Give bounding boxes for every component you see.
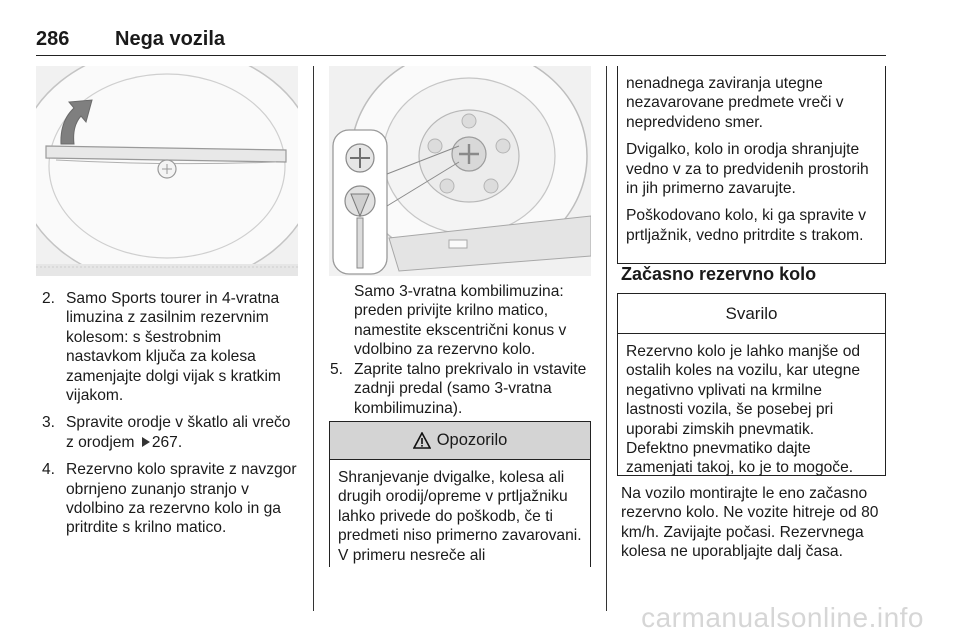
step-number: 2. (42, 290, 56, 307)
watermark: carmanualsonline.info (641, 602, 924, 633)
step-number: 3. (42, 414, 56, 432)
step-number: 4. (42, 461, 56, 479)
figure-floor-cover (36, 66, 298, 276)
page-reference-link[interactable]: 267. (151, 433, 183, 451)
warning-text: Shranjevanje dvigalke, kolesa ali drugih orodij/opreme v prtljažniku lahko privede do poškodb, če ti predmeti niso primerno zavarovani. V primeru nesreče ali (338, 469, 582, 564)
warning-paragraph: Dvigalko, kolo in orodja shranjujte vedno v za to predvidenih prostorih in jih primerno zavarujte. (626, 141, 869, 198)
page-number: 286 (36, 28, 70, 50)
warning-box (329, 421, 591, 567)
warning-title: Opozorilo (436, 431, 508, 449)
list-item (42, 413, 300, 452)
section-heading: Začasno rezervno kolo (621, 264, 817, 284)
column-divider (313, 66, 314, 611)
warning-paragraph: nenadnega zaviranja utegne nezavarovane predmete vreči v nepredvideno smer. (626, 75, 844, 131)
caution-text: Rezervno kolo je lahko manjše od ostalih koles na vozilu, kar utegne negativno vplivati na krmilne lastnosti vozila, še posebej pri uporabi zimskih pnevmatik. Defektno pnevmatiko dajte zamenjati takoj, ko je to mogoče. (626, 343, 861, 477)
column-divider (606, 66, 607, 611)
step-text: Zaprite talno prekrivalo in vstavite zadnji predal (samo 3-vratna kombilimuzina). (354, 361, 587, 417)
warning-header (330, 422, 590, 460)
floor-cover-illustration (36, 66, 298, 276)
step-text: Samo Sports tourer in 4-vratna limuzina z zasilnim rezervnim kolesom: s šestrobnim nastavkom ključa za kolesa zamenjajte dolgi vijak s kratkim vijakom. (66, 290, 281, 405)
list-item (330, 360, 594, 418)
caution-box (617, 293, 886, 476)
page-title: Nega vozila (115, 28, 226, 50)
caution-header: Svarilo (618, 294, 885, 334)
steps-list (42, 289, 300, 546)
list-item (42, 460, 300, 538)
section-paragraph: Na vozilo montirajte le eno začasno rezervno kolo. Ne vozite hitreje od 80 km/h. Zavijajte počasi. Rezervnega kolesa ne uporabljajte dalj časa. (621, 485, 879, 561)
spare-wheel-illustration (329, 66, 591, 276)
step-number: 5. (330, 361, 344, 378)
steps-list-middle (330, 360, 594, 426)
step-continuation: Samo 3-vratna kombilimuzina: preden privijte krilno matico, namestite ekscentrični konus v vdolbino za rezervno kolo. (354, 283, 567, 359)
list-item (42, 289, 300, 405)
warning-paragraph: Poškodovano kolo, ki ga spravite v prtljažnik, vedno pritrdite s trakom. (626, 207, 867, 244)
triangle-arrow-icon[interactable] (142, 437, 150, 447)
step-text: Spravite orodje v škatlo ali vrečo z orodjem (66, 414, 291, 451)
page-header (36, 26, 886, 56)
figure-spare-wheel (329, 66, 591, 276)
warning-box-continued (617, 66, 886, 264)
step-text: Rezervno kolo spravite z navzgor obrnjeno zunanjo stranjo v vdolbino za rezervno kolo in ga pritrdite s krilno matico. (66, 461, 297, 537)
warning-triangle-icon (413, 432, 431, 449)
